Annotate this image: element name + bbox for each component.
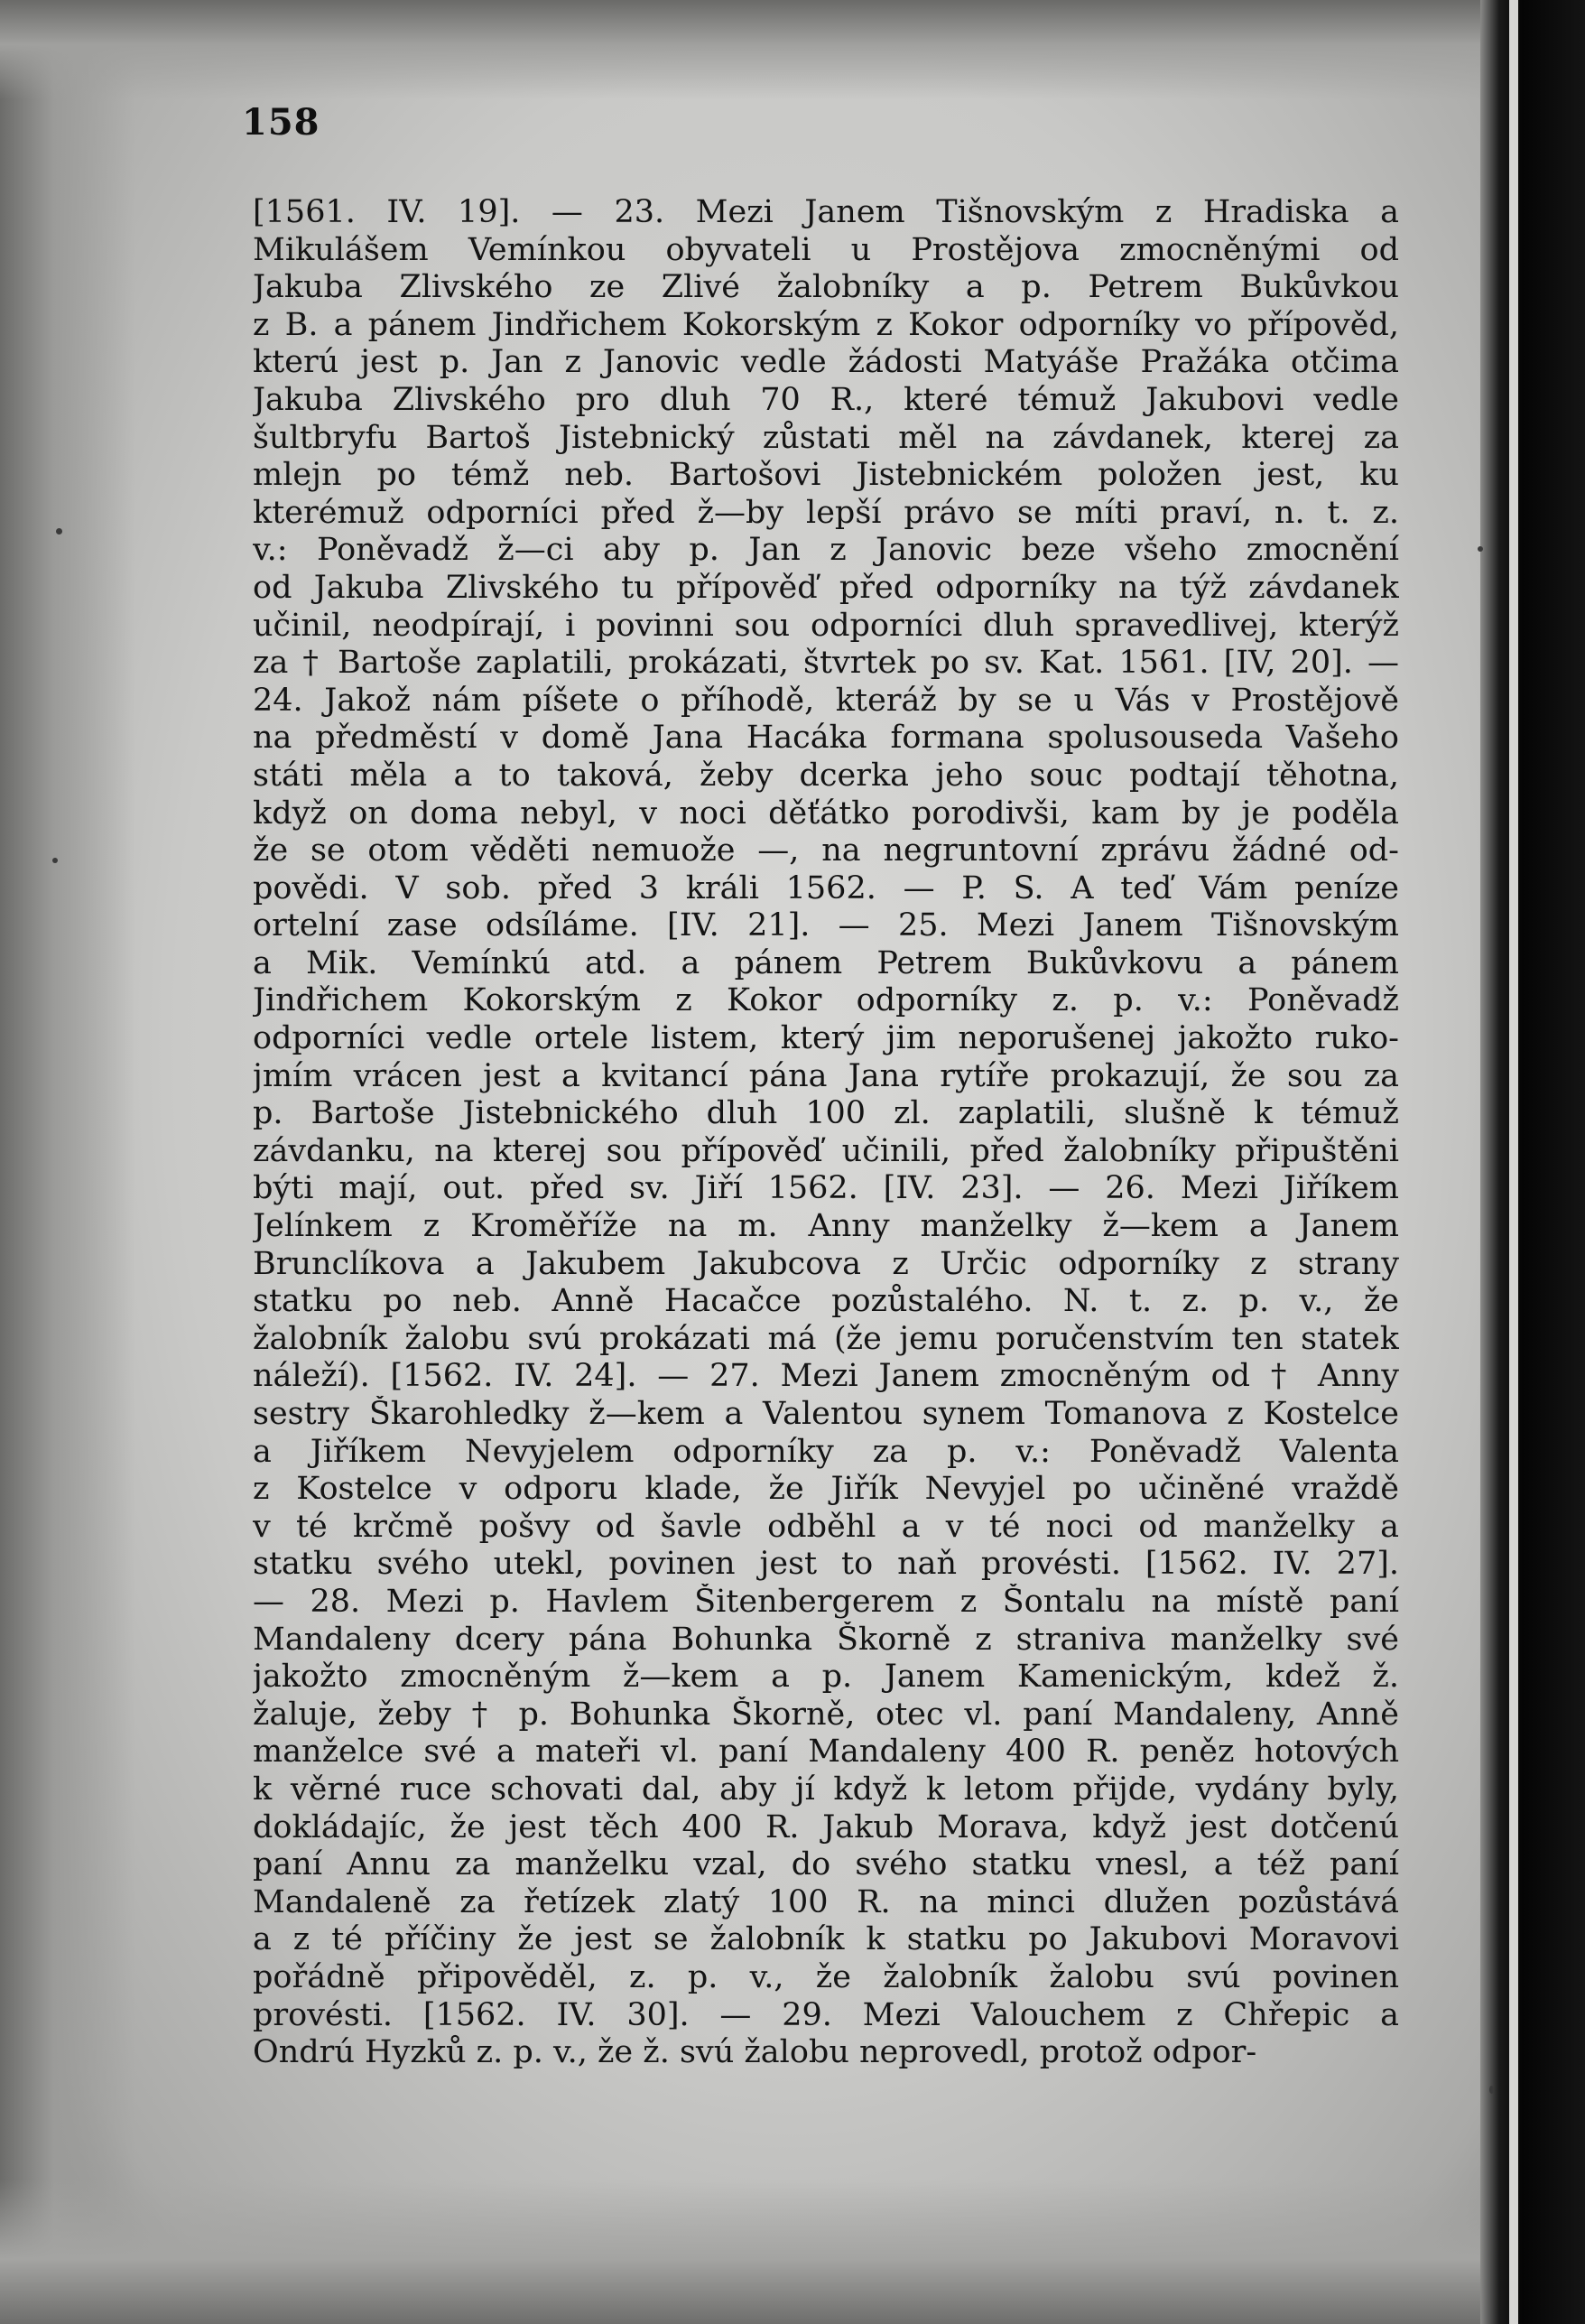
- text-line: p. Bartoše Jistebnického dluh 100 zl. zaplatili, slušně k témuž: [253, 1095, 1399, 1132]
- speck: [56, 528, 62, 535]
- text-line: 24. Jakož nám píšete o příhodě, kteráž by se u Vás v Prostějově: [253, 682, 1399, 719]
- text-line: šultbryfu Bartoš Jistebnický zůstati měl na závdanek, kterej za: [253, 419, 1399, 456]
- text-line: Mandaleny dcery pána Bohunka Škorně z straniva manželky své: [253, 1621, 1399, 1658]
- text-line: statku po neb. Anně Hacačce pozůstalého. N. t. z. p. v., že: [253, 1283, 1399, 1320]
- text-line: sestry Škarohledky ž—kem a Valentou synem Tomanova z Kostelce: [253, 1396, 1399, 1432]
- text-line: [1561. IV. 19]. — 23. Mezi Janem Tišnovským z Hradiska a: [253, 194, 1399, 230]
- text-line: žalobník žalobu svú prokázati má (že jemu poručenstvím ten statek: [253, 1320, 1399, 1357]
- text-line: náleží). [1562. IV. 24]. — 27. Mezi Janem zmocněným od † Anny: [253, 1358, 1399, 1395]
- text-line: pořádně připověděl, z. p. v., že žalobník žalobu svú povinen: [253, 1958, 1399, 1995]
- text-line: kterémuž odporníci před ž—by lepší právo se míti praví, n. t. z.: [253, 494, 1399, 531]
- text-line: k věrné ruce schovati dal, aby jí když k letom přijde, vydány byly,: [253, 1771, 1399, 1808]
- text-line: ortelní zase odsíláme. [IV. 21]. — 25. Mezi Janem Tišnovským: [253, 907, 1399, 944]
- text-line: žaluje, žeby † p. Bohunka Škorně, otec vl. paní Mandaleny, Anně: [253, 1696, 1399, 1733]
- speck: [1478, 546, 1483, 552]
- page-shadow-left: [0, 0, 135, 2324]
- text-line: Mikulášem Vemínkou obyvateli u Prostějova zmocněnými od: [253, 231, 1399, 268]
- text-line: Jakuba Zlivského ze Zlivé žalobníky a p. Petrem Bukůvkou: [253, 269, 1399, 306]
- text-line: a Jiříkem Nevyjelem odporníky za p. v.: Poněvadž Valenta: [253, 1433, 1399, 1470]
- text-line: paní Annu za manželku vzal, do svého statku vnesl, a též paní: [253, 1846, 1399, 1883]
- text-line: kterú jest p. Jan z Janovic vedle žádosti Matyáše Pražáka otčima: [253, 344, 1399, 381]
- text-line: Jakuba Zlivského pro dluh 70 R., které témuž Jakubovi vedle: [253, 381, 1399, 418]
- text-line: Ondrú Hyzků z. p. v., že ž. svú žalobu neprovedl, protož odpor-: [253, 2034, 1257, 2071]
- text-line: od Jakuba Zlivského tu přípověď před odporníky na týž závdanek: [253, 569, 1399, 606]
- text-line: když on doma nebyl, v noci děťátko porodivši, kam by je poděla: [253, 795, 1399, 832]
- text-line: manželce své a mateři vl. paní Mandaleny 400 R. peněz hotových: [253, 1734, 1399, 1771]
- text-line: povědi. V sob. před 3 králi 1562. — P. S. A teď Vám peníze: [253, 869, 1399, 906]
- text-line: býti mají, out. před sv. Jiří 1562. [IV. 23]. — 26. Mezi Jiříkem: [253, 1170, 1399, 1207]
- body-text: [253, 194, 1399, 2072]
- text-line: — 28. Mezi p. Havlem Šitenbergerem z Šontalu na místě paní: [253, 1583, 1399, 1620]
- text-line: Brunclíkova a Jakubem Jakubcova z Určic odporníky z strany: [253, 1245, 1399, 1282]
- text-line: a Mik. Vemínkú atd. a pánem Petrem Bukůvkovu a pánem: [253, 944, 1399, 981]
- page-shadow-top: [0, 0, 1585, 99]
- text-line: jmím vrácen jest a kvitancí pána Jana rytíře prokazují, že sou za: [253, 1057, 1399, 1094]
- text-line: státi měla a to taková, žeby dcerka jeho souc podtají těhotna,: [253, 757, 1399, 794]
- text-line: statku svého utekl, povinen jest to naň provésti. [1562. IV. 27].: [253, 1546, 1399, 1583]
- page-number: 158: [242, 101, 320, 144]
- text-line: Jindřichem Kokorským z Kokor odporníky z. p. v.: Poněvadž: [253, 982, 1399, 1019]
- text-line: učinil, neodpírají, i povinni sou odporníci dluh spravedlivej, kterýž: [253, 607, 1399, 644]
- text-line: v té krčmě pošvy od šavle odběhl a v té noci od manželky a: [253, 1508, 1399, 1545]
- text-line: mlejn po témž neb. Bartošovi Jistebnickém položen jest, ku: [253, 457, 1399, 494]
- text-line: odporníci vedle ortele listem, který jim neporušenej jakožto ruko-: [253, 1020, 1399, 1057]
- text-line: závdanku, na kterej sou přípověď učinili, před žalobníky připuštěni: [253, 1132, 1399, 1169]
- text-line: v.: Poněvadž ž—ci aby p. Jan z Janovic beze všeho zmocnění: [253, 532, 1399, 569]
- text-line: dokládajíc, že jest těch 400 R. Jakub Morava, když jest dotčenú: [253, 1808, 1399, 1845]
- text-line: jakožto zmocněným ž—kem a p. Janem Kamenickým, kdež ž.: [253, 1659, 1399, 1696]
- text-line: z Kostelce v odporu klade, že Jiřík Nevyjel po učiněné vraždě: [253, 1471, 1399, 1508]
- text-line: na předměstí v domě Jana Hacáka formana spolusouseda Vašeho: [253, 720, 1399, 757]
- page-shadow-bottom: [0, 2180, 1585, 2324]
- scan-right-border: [1480, 0, 1585, 2324]
- speck: [1489, 2086, 1494, 2094]
- text-line: za † Bartoše zaplatili, prokázati, štvrtek po sv. Kat. 1561. [IV, 20]. —: [253, 645, 1399, 682]
- text-line: z B. a pánem Jindřichem Kokorským z Kokor odporníky vo přípověd,: [253, 306, 1399, 343]
- text-line: že se otom věděti nemuože —, na negruntovní zprávu žádné od-: [253, 832, 1399, 869]
- text-line: a z té příčiny že jest se žalobník k statku po Jakubovi Moravovi: [253, 1921, 1399, 1958]
- speck: [52, 858, 58, 863]
- text-line: Jelínkem z Kroměříže na m. Anny manželky ž—kem a Janem: [253, 1208, 1399, 1245]
- text-line: Mandaleně za řetízek zlatý 100 R. na minci dlužen pozůstává: [253, 1883, 1399, 1920]
- text-line: provésti. [1562. IV. 30]. — 29. Mezi Valouchem z Chřepic a: [253, 1996, 1399, 2033]
- scan-right-border-line: [1509, 0, 1518, 2324]
